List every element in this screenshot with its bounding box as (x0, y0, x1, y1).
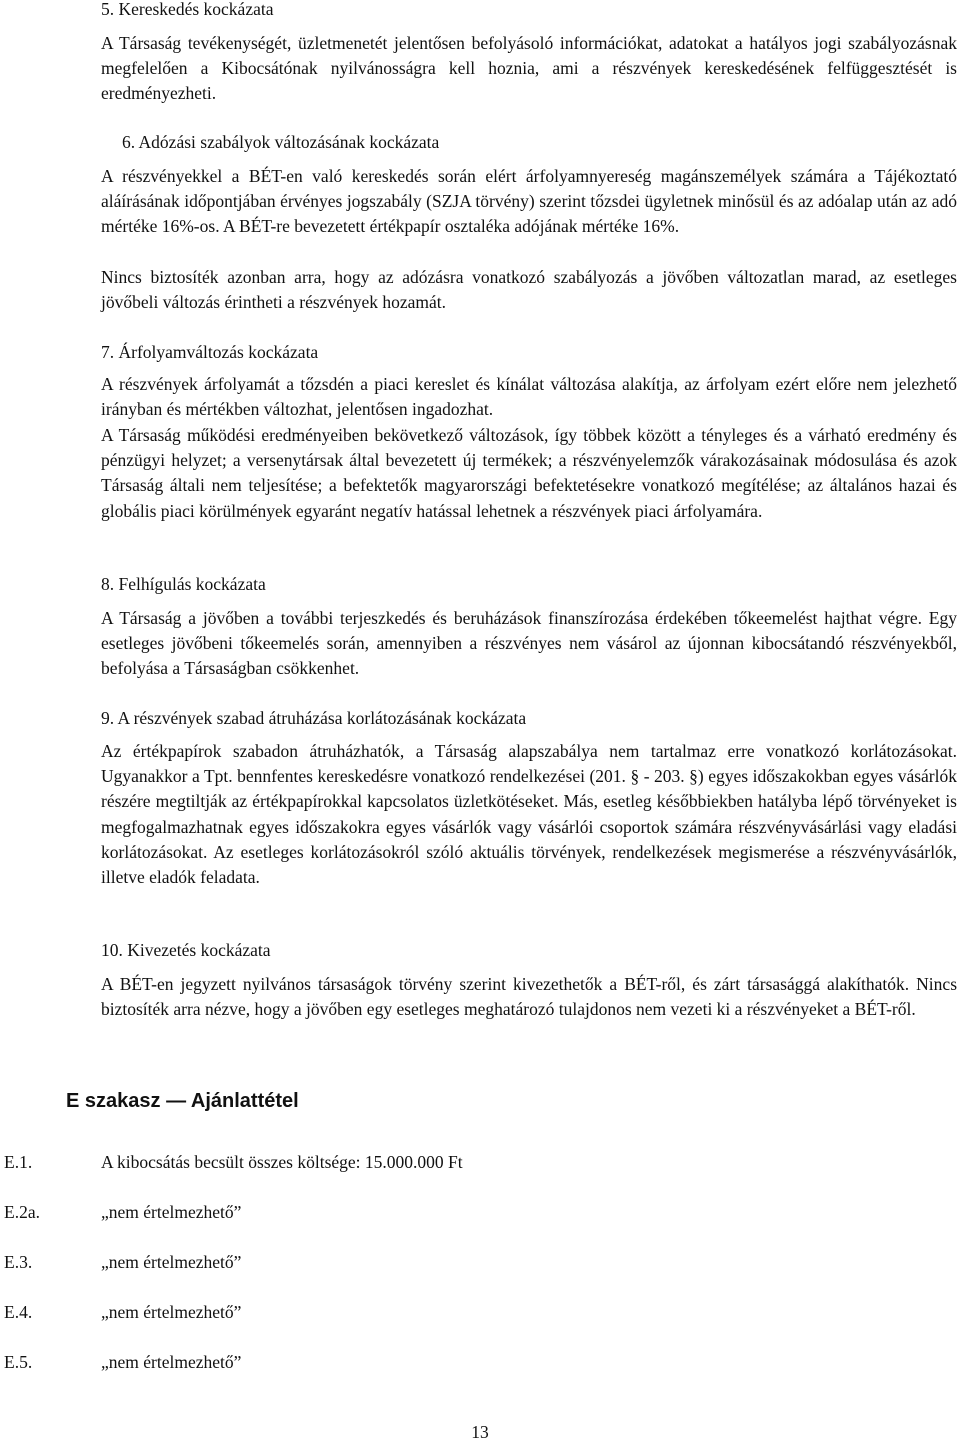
e-item-label: E.4. (4, 1302, 33, 1322)
e-item-label: E.5. (4, 1352, 33, 1372)
section-8-heading: 8. Felhígulás kockázata (101, 574, 266, 594)
section-8-paragraph: A Társaság a jövőben a további terjeszkedés és beruházások finanszírozása érdekében tőkeemelést hajthat végre. Egy esetleges jövőbeni tőkeemelés során, amennyiben a részvényes nem vásárol az újonnan kibocsátandó részvényekből, befolyása a Társaságban csökkenhet. (101, 608, 957, 679)
page-number: 13 (471, 1422, 489, 1442)
section-6-heading: 6. Adózási szabályok változásának kockázata (122, 132, 440, 152)
e-section-title: E szakasz — Ajánlattétel (66, 1090, 299, 1112)
section-6-paragraph-2: Nincs biztosíték azonban arra, hogy az adózásra vonatkozó szabályozás a jövőben változatlan marad, az esetleges jövőbeli változás érintheti a részvények hozamát. (101, 267, 957, 313)
e-item-text: „nem értelmezhető” (101, 1302, 242, 1322)
e-item-text: „nem értelmezhető” (101, 1252, 242, 1272)
section-10-heading: 10. Kivezetés kockázata (101, 940, 271, 960)
section-7-heading: 7. Árfolyamváltozás kockázata (101, 342, 319, 362)
section-5-heading: 5. Kereskedés kockázata (101, 0, 274, 19)
e-item-label: E.3. (4, 1252, 33, 1272)
section-10-paragraph: A BÉT-en jegyzett nyilvános társaságok törvény szerint kivezethetők a BÉT-ről, és zárt társasággá alakíthatók. Nincs biztosíték arra nézve, hogy a jövőben egy esetleges meghatározó tulajdonos nem vezeti ki a részvényeket a BÉT-ről. (101, 974, 957, 1020)
section-6-paragraph-1: A részvényekkel a BÉT-en való kereskedés során elért árfolyamnyereség magánszemélyek számára a Tájékoztató aláírásának időpontjában érvényes jogszabály (SZJA törvény) szerint tőzsdei ügyletnek minősül és az adóalap után az adó mértéke 16%-os. A BÉT-re bevezetett értékpapír osztaléka adójának mértéke 16%. (101, 166, 957, 237)
e-item-text: „nem értelmezhető” (101, 1352, 242, 1372)
e-item-text: „nem értelmezhető” (101, 1202, 242, 1222)
section-7-paragraph-1: A részvények árfolyamát a tőzsdén a piaci kereslet és kínálat változása alakítja, az árfolyam ezért előre nem jelezhető irányban és mértékben változhat, jelentősen ingadozhat. (101, 374, 957, 420)
e-item-label: E.1. (4, 1152, 33, 1172)
section-9-heading: 9. A részvények szabad átruházása korlátozásának kockázata (101, 708, 527, 728)
section-7-paragraph-2: A Társaság működési eredményeiben bekövetkező változások, így többek között a tényleges és a várható eredmény és pénzügyi helyzet; a versenytársak által bevezetett új termékek; a részvényelemzők várakozásainak módosulása és azok Társaság általi nem teljesítése; a befektetők magyarországi befektetésekre vonatkozó megítélése; az általános hazai és globális piaci körülmények egyaránt negatív hatással lehetnek a részvények piaci árfolyamára. (101, 425, 957, 521)
section-9-paragraph: Az értékpapírok szabadon átruházhatók, a Társaság alapszabálya nem tartalmaz erre vonatkozó korlátozásokat. Ugyanakkor a Tpt. bennfentes kereskedésre vonatkozó rendelkezései (201. § - 203. §) egyes időszakokban egyes vásárlók részére megtiltják az értékpapírokkal kapcsolatos üzletkötéseket. Más, esetleg későbbiekben hatályba lépő törvényeket is megfogalmazhatnak egyes időszakokra egyes vásárlók vagy vásárlói csoportok számára részvényvásárlási vagy eladási korlátozásokat. Az esetleges korlátozásokról szóló aktuális törvények, rendelkezések megismerése a részvényvásárlók, illetve eladók feladata. (101, 741, 957, 888)
e-item-text: A kibocsátás becsült összes költsége: 15.000.000 Ft (101, 1152, 463, 1172)
e-item-label: E.2a. (4, 1202, 40, 1222)
section-5-paragraph: A Társaság tevékenységét, üzletmenetét jelentősen befolyásoló információkat, adatokat a hatályos jogi szabályozásnak megfelelően a Kibocsátónak nyilvánosságra kell hoznia, ami a részvények kereskedésének felfüggesztését is eredményezheti. (101, 33, 957, 104)
